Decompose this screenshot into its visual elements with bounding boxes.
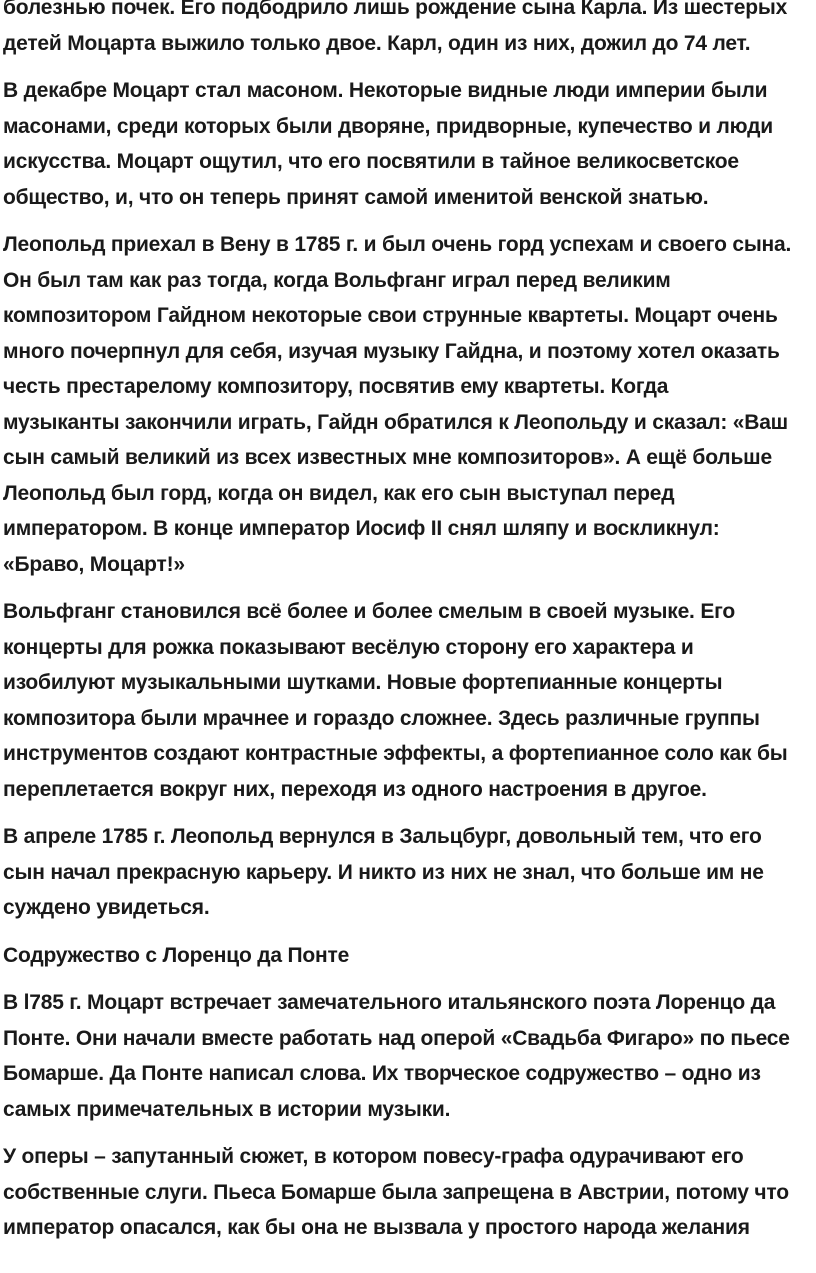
- paragraph-kidney-illness: болезнью почек. Его подбодрило лишь рождение сына Карла. Из шестерых детей Моцарта выжило только двое. Карл, один из них, дожил до 74 лет.: [3, 0, 788, 55]
- paragraph-opera-plot: У оперы – запутанный сюжет, в котором повесу-графа одурачивают его собственные слуги. Пьеса Бомарше была запрещена в Австрии, потому что император опасался, как бы она не вызвала у простого народа желания: [3, 1145, 789, 1239]
- paragraph-leopold-return: В апреле 1785 г. Леопольд вернулся в Зальцбург, довольный тем, что его сын начал прекрасную карьеру. И никто из них не знал, что больше им не суждено увидеться.: [3, 825, 764, 919]
- paragraph-bold-music: Вольфганг становился всё более и более смелым в своей музыке. Его концерты для рожка показывают весёлую сторону его характера и изобилуют музыкальными шутками. Новые фортепианные концерты композитора были мрачнее и гораздо сложнее. Здесь различные группы инструментов создают контрастные эффекты, а фортепианное соло как бы переплетается вокруг них, переходя из одного настроения в другое.: [3, 600, 788, 801]
- paragraph-da-ponte: В l785 г. Моцарт встречает замечательного итальянского поэта Лоренцо да Понте. Они начали вместе работать над оперой «Свадьба Фигаро» по пьесе Бомарше. Да Понте написал слова. Их творческое содружество – одно из самых примечательных в истории музыки.: [3, 991, 790, 1121]
- paragraph-leopold-visit: Леопольд приехал в Вену в 1785 г. и был очень горд успехам и своего сына. Он был там как раз тогда, когда Вольфганг играл перед великим композитором Гайдном некоторые свои струнные квартеты. Моцарт очень много почерпнул для себя, изучая музыку Гайдна, и поэтому хотел оказать честь престарелому композитору, посвятив ему квартеты. Когда музыканты закончили играть, Гайдн обратился к Леопольду и сказал: «Ваш сын самый великий из всех известных мне композиторов». А ещё больше Леопольд был горд, когда он видел, как его сын выступал перед императором. В конце император Иосиф II снял шляпу и воскликнул: «Браво, Моцарт!»: [3, 233, 792, 576]
- paragraph-freemason: В декабре Моцарт стал масоном. Некоторые видные люди империи были масонами, среди которых были дворяне, придворные, купечество и люди искусства. Моцарт ощутил, что его посвятили в тайное великосветское общество, и, что он теперь принят самой именитой венской знатью.: [3, 79, 773, 209]
- section-heading: Содружество с Лоренцо да Понте: [3, 943, 350, 967]
